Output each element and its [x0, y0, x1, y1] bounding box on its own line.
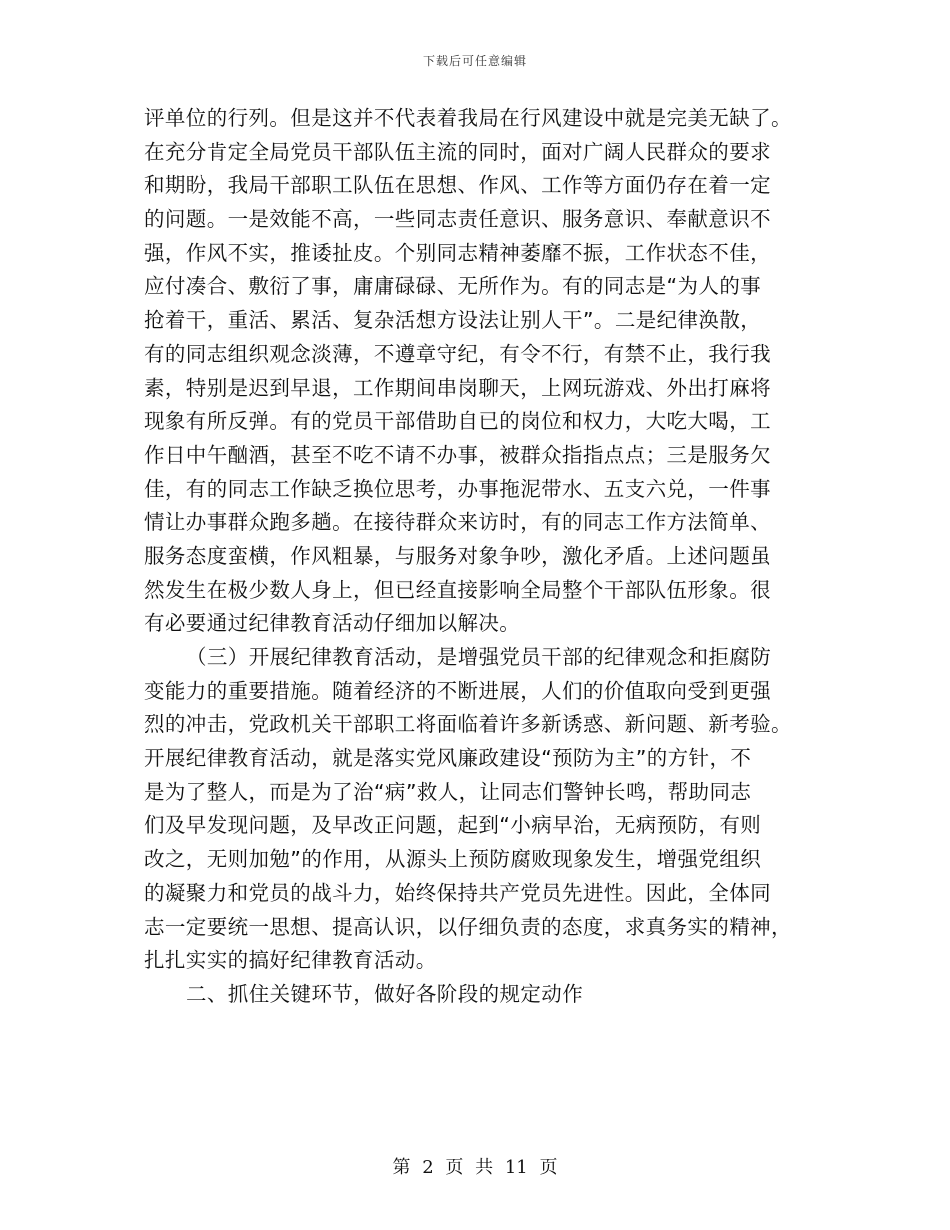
text-line: 在充分肯定全局党员干部队伍主流的同时，面对广阔人民群众的要求 [144, 139, 771, 164]
text-line: 开展纪律教育活动，就是落实党风廉政建设“预防为主”的方针，不 [144, 746, 752, 771]
text-line: 现象有所反弹。有的党员干部借助自已的岗位和权力，大吃大喝，工 [144, 409, 771, 434]
text-line: 服务态度蛮横，作风粗暴，与服务对象争吵，激化矛盾。上述问题虽 [144, 543, 771, 568]
text-line: 情让办事群众跑多趟。在接待群众来访时，有的同志工作方法简单、 [144, 510, 771, 535]
text-line: 素，特别是迟到早退，工作期间串岗聊天，上网玩游戏、外出打麻将 [144, 375, 771, 400]
text-line: 的问题。一是效能不高，一些同志责任意识、服务意识、奉献意识不 [144, 207, 771, 232]
paragraph-start-line: （三）开展纪律教育活动，是增强党员干部的纪律观念和拒腐防 [186, 645, 772, 669]
text-line: 烈的冲击，党政机关干部职工将面临着许多新诱惑、新问题、新考验。 [144, 712, 792, 737]
text-line: 评单位的行列。但是这并不代表着我局在行风建设中就是完美无缺了。 [144, 106, 792, 130]
text-line: 强，作风不实，推诿扯皮。个别同志精神萎靡不振，工作状态不佳， [144, 240, 771, 265]
document-body [144, 102, 808, 1012]
section-heading: 二、抓住关键环节，做好各阶段的规定动作 [186, 981, 584, 1006]
text-line: 和期盼，我局干部职工队伍在思想、作风、工作等方面仍存在着一定 [144, 173, 771, 198]
page-header: 下载后可任意编辑 [422, 54, 527, 68]
text-line: 有的同志组织观念淡薄，不遵章守纪，有令不行，有禁不止，我行我 [144, 341, 771, 366]
text-line: 作日中午酗酒，甚至不吃不请不办事，被群众指指点点；三是服务欠 [144, 442, 771, 467]
text-line: 改之，无则加勉”的作用，从源头上预防腐败现象发生，增强党组织 [144, 847, 762, 872]
page-number-footer: 第 2 页 共 11 页 [392, 1157, 558, 1178]
text-line: 是为了整人，而是为了治“病”救人，让同志们警钟长鸣，帮助同志 [144, 779, 752, 804]
text-line: 应付凑合、敷衍了事，庸庸碌碌、无所作为。有的同志是“为人的事 [144, 274, 762, 299]
text-line: 扎扎实实的搞好纪律教育活动。 [144, 948, 437, 973]
text-line: 变能力的重要措施。随着经济的不断进展，人们的价值取向受到更强 [144, 678, 771, 703]
text-line: 的凝聚力和党员的战斗力，始终保持共产党员先进性。因此，全体同 [144, 880, 771, 905]
text-line: 志一定要统一思想、提高认识，以仔细负责的态度，求真务实的精神， [144, 914, 792, 939]
text-line: 然发生在极少数人身上，但已经直接影响全局整个干部队伍形象。很 [144, 577, 771, 602]
text-line: 们及早发现问题，及早改正问题，起到“小病早治，无病预防，有则 [144, 813, 762, 838]
text-line: 佳，有的同志工作缺乏换位思考，办事拖泥带水、五支六兑，一件事 [144, 476, 771, 501]
text-line: 有必要通过纪律教育活动仔细加以解决。 [144, 611, 521, 636]
text-line: 抢着干，重活、累活、复杂活想方设法让别人干”。二是纪律涣散， [144, 308, 762, 333]
